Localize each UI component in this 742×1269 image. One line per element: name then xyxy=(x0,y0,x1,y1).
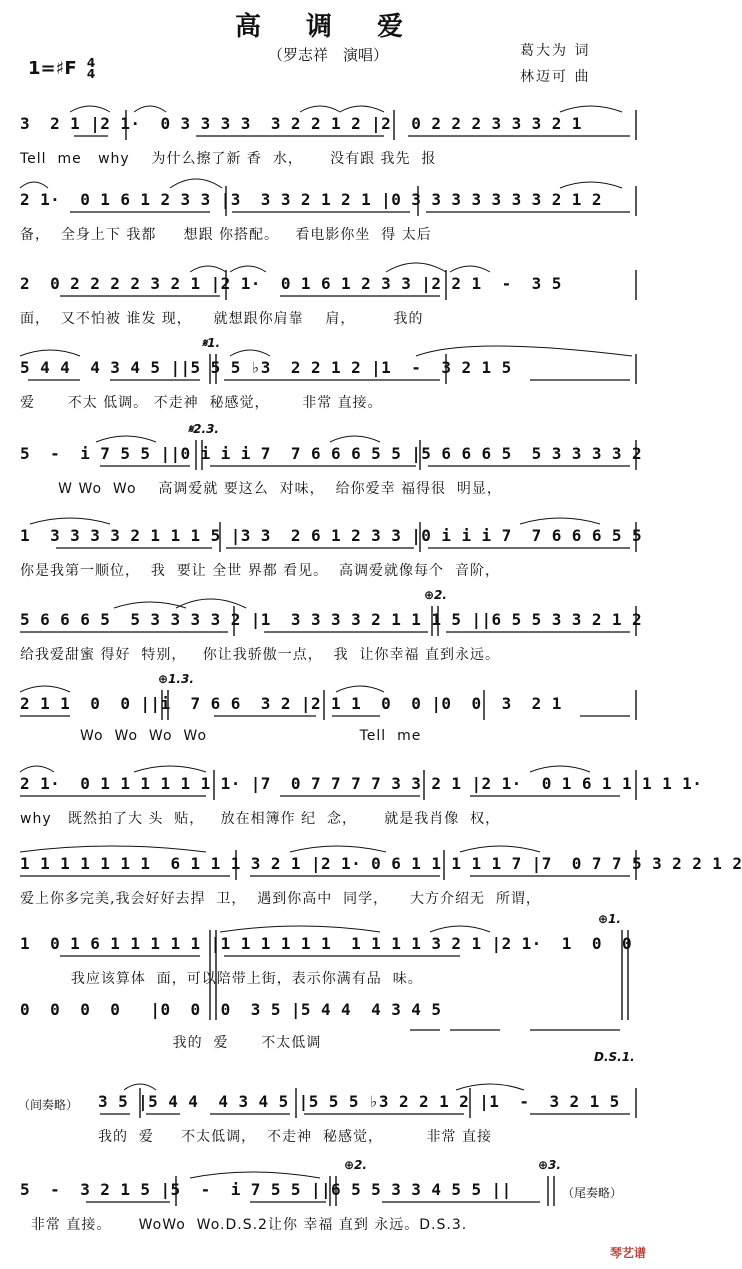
coda-1-mark: ⊕1. xyxy=(598,912,621,926)
watermark-logo: 琴艺谱 xyxy=(609,1246,646,1260)
coda-3-mark: ⊕3. xyxy=(538,1158,561,1172)
lyrics-row-10: 爱上你多完美,我会好好去捍 卫， 遇到你高中 同学， 大方介绍无 所谓， xyxy=(20,891,541,907)
outro-note: （尾奏略） xyxy=(562,1186,623,1200)
notes-row-8: 2 1 1 0 0 ||i 7 6 6 3 2 |2 1 1 0 0 |0 0 3 2 1 xyxy=(20,694,562,713)
lyrics-row-12: 我的 爱 不太低调 xyxy=(20,1035,322,1051)
notes-row-4: 5 4 4 4 3 4 5 ||5 5 5 ♭3 2 2 1 2 |1 - 3 2 1 5 xyxy=(20,358,512,377)
segno-1-mark: 𝄋1. xyxy=(202,336,221,350)
singer-credit: （罗志祥 演唱） xyxy=(267,46,388,64)
notes-row-1: 3 2 1 |2 1· 0 3 3 3 3 3 2 2 1 2 |2 0 2 2 2 3 3 3 2 1 xyxy=(20,114,582,133)
lyrics-row-7: 给我爱甜蜜 得好 特别， 你让我骄傲一点， 我 让你幸福 直到永远。 xyxy=(20,647,500,663)
coda-13-mark: ⊕1.3. xyxy=(158,672,194,686)
lyricist: 葛大为 词 xyxy=(520,43,591,59)
lyrics-row-8: Wo Wo Wo Wo Tell me xyxy=(20,728,422,744)
time-sig-top: 4 xyxy=(86,56,96,70)
notes-row-6: 1 3 3 3 3 2 1 1 1 5 |3 3 2 6 1 2 3 3 |0 i i i 7 7 6 6 6 5 5 xyxy=(20,526,643,545)
notes-row-14: 5 - 3 2 1 5 |5 - i 7 5 5 ||6 5 5 3 3 4 5 5 || xyxy=(20,1180,512,1199)
composer: 林迈可 曲 xyxy=(520,69,591,85)
notes-row-3: 2 0 2 2 2 2 3 2 1 |2 1· 0 1 6 1 2 3 3 |2 2 1 - 3 5 xyxy=(20,274,562,293)
lyrics-row-2: 备， 全身上下 我都 想跟 你搭配。 看电影你坐 得 太后 xyxy=(20,227,432,243)
lyrics-row-1: Tell me why 为什么擦了新 香 水， 没有跟 我先 报 xyxy=(20,151,437,167)
notes-row-13: 3 5 |5 4 4 4 3 4 5 |5 5 5 ♭3 2 2 1 2 |1 - 3 2 1 5 xyxy=(98,1092,620,1111)
segno-23-mark: 𝄋2.3. xyxy=(188,422,219,436)
notes-row-12: 0 0 0 0 |0 0 0 3 5 |5 4 4 4 3 4 5 xyxy=(20,1000,442,1019)
lyrics-row-9: why 既然拍了大 头 贴， 放在相簿作 纪 念， 就是我肖像 权， xyxy=(20,811,501,827)
notes-row-2: 2 1· 0 1 6 1 2 3 3 |3 3 3 2 1 2 1 |0 3 3 3 3 3 3 3 2 1 2 xyxy=(20,190,602,209)
lyrics-row-5: W Wo Wo 高调爱就 要这么 对味， 给你爱幸 福得很 明显， xyxy=(20,481,502,497)
coda-2-mark: ⊕2. xyxy=(424,588,447,602)
lyrics-row-13: 我的 爱 不太低调， 不走神 秘感觉， 非常 直接 xyxy=(98,1129,493,1145)
notes-row-11: 1 0 1 6 1 1 1 1 1 |1 1 1 1 1 1 1 1 1 1 3 2 1 |2 1· 1 0 0 xyxy=(20,934,633,953)
key-label: 1=♯F xyxy=(28,58,77,79)
lyrics-row-6: 你是我第一顺位， 我 要让 全世 界都 看见。 高调爱就像每个 音阶， xyxy=(20,563,500,579)
coda-2b-mark: ⊕2. xyxy=(344,1158,367,1172)
lyrics-row-14: 非常 直接。 WoWo Wo.D.S.2让你 幸福 直到 永远。D.S.3. xyxy=(20,1217,468,1233)
time-sig-bottom: 4 xyxy=(86,67,96,81)
lyrics-row-4: 爱 不太 低调。 不走神 秘感觉， 非常 直接。 xyxy=(20,395,383,411)
notes-row-10: 1 1 1 1 1 1 1 6 1 1 1 3 2 1 |2 1· 0 6 1 1 1 1 1 7 |7 0 7 7 5 3 2 2 1 2 xyxy=(20,854,742,873)
notes-row-9: 2 1· 0 1 1 1 1 1 1 1· |7 0 7 7 7 7 3 3 2 1 |2 1· 0 1 6 1 1 1 1 1· xyxy=(20,774,703,793)
lyrics-row-11: 我应该算体 面，可以陪带上街，表示你满有品 味。 xyxy=(60,971,423,987)
notes-row-5: 5 - i 7 5 5 ||0 i i i 7 7 6 6 6 5 5 |5 6 6 6 5 5 3 3 3 3 2 xyxy=(20,444,643,463)
lyrics-row-3: 面， 又不怕被 谁发 现， 就想跟你肩靠 肩， 我的 xyxy=(20,311,424,327)
notes-row-7: 5 6 6 6 5 5 3 3 3 3 2 |1 3 3 3 3 2 1 1 1 5 ||6 5 5 3 3 2 1 2 xyxy=(20,610,643,629)
song-title: 高 调 爱 xyxy=(234,12,422,42)
ds-1-mark: D.S.1. xyxy=(594,1050,635,1064)
interlude-note: （间奏略） xyxy=(18,1098,79,1112)
